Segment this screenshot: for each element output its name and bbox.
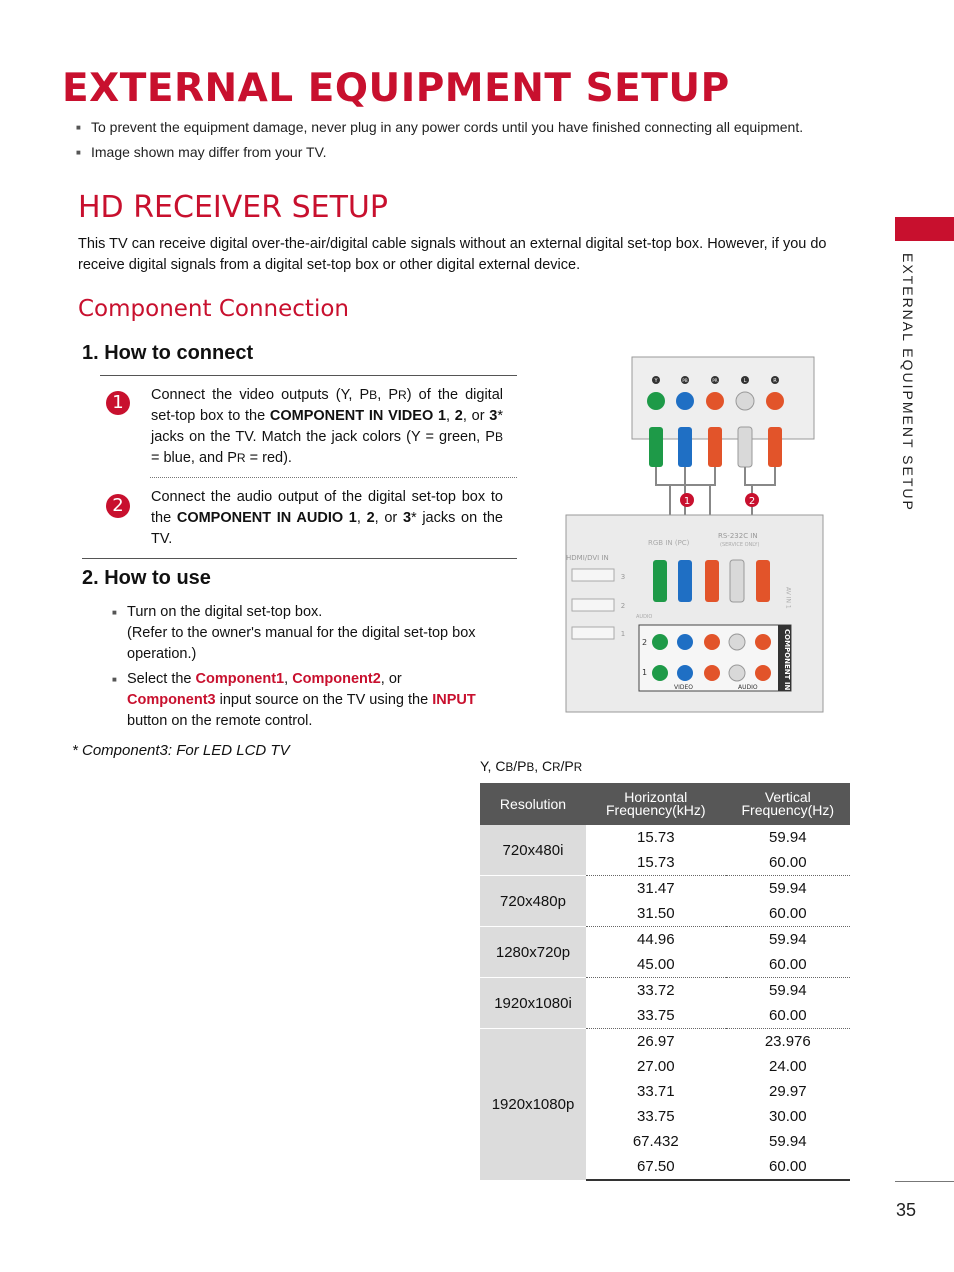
vertical-frequency-cell: 59.94 <box>769 1133 807 1150</box>
horizontal-frequency-cell: 67.432 <box>632 1133 679 1150</box>
table-row <box>480 825 850 850</box>
horizontal-frequency-cell: 33.75 <box>637 1108 675 1125</box>
row-label: 2 <box>642 638 648 647</box>
video-label: VIDEO <box>674 684 694 691</box>
subscript: R <box>398 388 407 402</box>
divider <box>100 375 517 376</box>
intro-paragraph: This TV can receive digital over-the-air/digital cable signals without an external digital set-top box. However, if you do receive digital signals from a digital set-top box or other digital external device. <box>78 236 827 273</box>
vertical-frequency-cell: 23.976 <box>764 1033 811 1050</box>
horizontal-frequency-cell: 15.73 <box>637 829 675 846</box>
table-row <box>480 1029 850 1055</box>
bold-run: COMPONENT IN VIDEO 1 <box>269 408 447 424</box>
column-header: Resolution <box>480 783 586 825</box>
vertical-frequency-cell: 29.97 <box>769 1083 807 1100</box>
vertical-frequency-cell: 60.00 <box>726 1003 850 1029</box>
jack-label: L <box>743 378 747 384</box>
footnote: * Component3: For LED LCD TV <box>72 742 290 759</box>
text-run: , or <box>462 408 490 424</box>
bold-run: 3 <box>489 408 498 424</box>
jack-y <box>647 392 665 410</box>
jack-label: PR <box>712 378 718 383</box>
text-run: /P <box>513 758 527 774</box>
jack-pr <box>706 392 724 410</box>
jack-pb <box>676 392 694 410</box>
text-run: , <box>446 408 455 424</box>
note-item: ■ Image shown may differ from your TV. <box>76 143 856 162</box>
notes-list <box>76 118 856 168</box>
resolution-cell: 1920x1080i <box>480 978 586 1029</box>
text-run: = red). <box>245 450 292 466</box>
text-run: input source on the TV using the <box>215 692 433 708</box>
text-run: Turn on the digital set-top box. <box>127 604 323 620</box>
resolution-cell: 1920x1080p <box>480 1029 586 1181</box>
text-run: , or <box>374 510 403 526</box>
component-in-label: COMPONENT IN <box>783 629 791 691</box>
text-run: * jacks on the TV. <box>151 510 504 547</box>
jack-r <box>766 392 784 410</box>
row-label: 1 <box>642 668 648 677</box>
step-2-text <box>151 487 503 550</box>
audio-label: AUDIO <box>738 684 758 691</box>
horizontal-frequency-cell: 33.71 <box>637 1083 675 1100</box>
subscript: B <box>505 761 514 774</box>
page-number: 35 <box>896 1200 917 1220</box>
text-run: ) of the digital set-top box to the <box>151 387 503 424</box>
horizontal-frequency-cell: 33.75 <box>586 1003 726 1029</box>
step-1-text <box>151 385 503 469</box>
text-run: , <box>356 510 367 526</box>
jack-label: PB <box>682 378 688 383</box>
jack-label: R <box>773 378 777 384</box>
column-header: Vertical Frequency(Hz) <box>726 783 850 825</box>
vertical-frequency-cell: 59.94 <box>769 931 807 948</box>
bold-run: 2 <box>366 510 375 526</box>
hdmi-port-label: 1 <box>620 630 626 638</box>
resolution-cell: 720x480i <box>480 825 586 876</box>
jack-l <box>736 392 754 410</box>
divider <box>150 477 517 478</box>
vertical-frequency-cell: 60.00 <box>726 901 850 927</box>
text-run: Select the <box>127 671 196 687</box>
rgb-in-label: RGB IN (PC) <box>648 539 690 547</box>
text-run: Connect the video outputs (Y, P <box>151 387 370 403</box>
text-run: (Refer to the owner's manual for the digital set-top box operation.) <box>127 625 476 662</box>
table-caption <box>480 758 582 774</box>
jack-label: Y <box>654 378 658 384</box>
table-header-row <box>480 783 850 825</box>
table-body <box>480 825 850 1180</box>
section-title: HD RECEIVER SETUP <box>78 190 388 225</box>
horizontal-frequency-cell: 15.73 <box>586 850 726 876</box>
horizontal-frequency-cell: 67.50 <box>586 1154 726 1180</box>
resolution-cell: 1280x720p <box>480 927 586 978</box>
cable-marker-label: 2 <box>748 496 756 507</box>
frequency-table <box>480 783 850 1181</box>
page-title: EXTERNAL EQUIPMENT SETUP <box>62 66 730 111</box>
text-run: , or <box>380 671 402 687</box>
hdmi-port-label: 3 <box>620 573 626 581</box>
audio-small-label: AUDIO <box>636 614 653 620</box>
hdmi-label: HDMI/DVI IN <box>566 554 609 562</box>
table-row <box>480 876 850 902</box>
vertical-frequency-cell: 60.00 <box>726 952 850 978</box>
text-run: /P <box>560 758 574 774</box>
source-name: Component3 <box>127 692 216 708</box>
how-to-use-heading: 2. How to use <box>82 567 211 589</box>
source-name: Component1 <box>195 671 285 687</box>
rs232-label: RS-232C IN <box>718 532 758 540</box>
horizontal-frequency-cell: 44.96 <box>637 931 675 948</box>
horizontal-frequency-cell: 45.00 <box>586 952 726 978</box>
horizontal-frequency-cell: 27.00 <box>637 1058 675 1075</box>
text-run: button on the remote control. <box>127 713 313 729</box>
vertical-frequency-cell: 59.94 <box>769 829 807 846</box>
subscript: B <box>494 430 503 444</box>
step-number: 2 <box>106 494 130 518</box>
bold-run: 2 <box>454 408 463 424</box>
divider <box>82 558 517 559</box>
resolution-cell: 720x480p <box>480 876 586 927</box>
source-name: Component2 <box>292 671 381 687</box>
text-run: , C <box>534 758 553 774</box>
vertical-frequency-cell: 59.94 <box>769 982 807 999</box>
table-row <box>480 927 850 953</box>
side-tab-label: EXTERNAL EQUIPMENT SETUP <box>900 253 916 512</box>
vertical-frequency-cell: 30.00 <box>769 1108 807 1125</box>
text-run: , <box>284 671 293 687</box>
divider <box>895 1181 954 1182</box>
table-row <box>480 978 850 1004</box>
text-run: * jacks on the TV. Match the jack colors (Y = green, P <box>151 408 503 445</box>
vertical-frequency-cell: 59.94 <box>769 880 807 897</box>
note-item: ■ To prevent the equipment damage, never plug in any power cords until you have finished connecting all equipment. <box>76 118 856 137</box>
subscript: B <box>369 388 378 402</box>
text-run: , P <box>377 387 399 403</box>
list-item <box>112 602 492 665</box>
text-run: Connect the audio output of the digital set-top box to the <box>151 489 503 526</box>
column-header: Horizontal Frequency(kHz) <box>586 783 726 825</box>
subscript: R <box>552 761 561 774</box>
vertical-frequency-cell: 60.00 <box>726 850 850 876</box>
service-label: (SERVICE ONLY) <box>720 542 760 548</box>
bold-run: 3 <box>402 510 412 526</box>
subscript: R <box>236 451 246 465</box>
horizontal-frequency-cell: 31.47 <box>637 880 675 897</box>
how-to-use-list <box>112 602 492 736</box>
connection-diagram <box>560 355 830 717</box>
subsection-title: Component Connection <box>78 296 349 322</box>
cable-marker-label: 1 <box>683 496 691 507</box>
horizontal-frequency-cell: 33.72 <box>637 982 675 999</box>
input-button-name: INPUT <box>432 692 476 708</box>
bold-run: COMPONENT IN AUDIO 1 <box>176 510 357 526</box>
text-run: Y, C <box>480 758 506 774</box>
hdmi-port-label: 2 <box>620 602 626 610</box>
av-in-label: AV IN 1 <box>784 587 792 609</box>
subscript: R <box>573 761 583 774</box>
how-to-connect-heading: 1. How to connect <box>82 342 254 364</box>
vertical-frequency-cell: 24.00 <box>769 1058 807 1075</box>
text-run: = blue, and P <box>151 450 237 466</box>
side-tab-marker <box>895 217 954 241</box>
step-number: 1 <box>106 391 130 415</box>
vertical-frequency-cell: 60.00 <box>726 1154 850 1180</box>
horizontal-frequency-cell: 31.50 <box>586 901 726 927</box>
horizontal-frequency-cell: 26.97 <box>637 1033 675 1050</box>
subscript: B <box>526 761 535 774</box>
list-item <box>112 669 492 732</box>
